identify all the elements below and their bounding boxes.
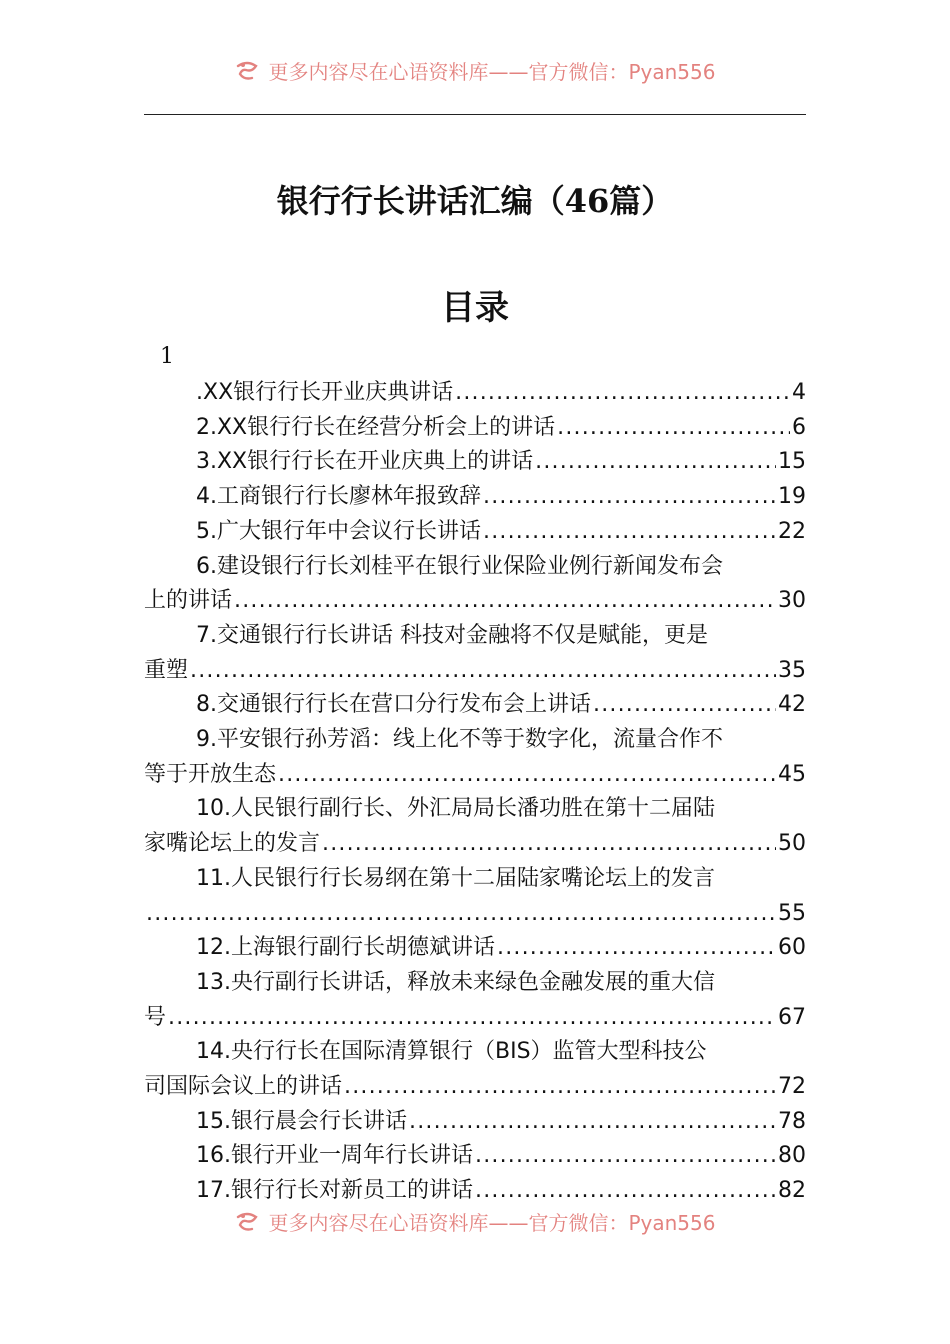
toc-entry[interactable]: [144, 376, 806, 411]
toc-dot-leader: [483, 515, 776, 550]
toc-entry-title: 司国际会议上的讲话: [144, 1074, 343, 1100]
toc-entry[interactable]: [144, 550, 806, 619]
toc-stray-number: 1: [160, 344, 174, 369]
toc-entry[interactable]: [144, 411, 806, 446]
toc-dot-leader: [190, 654, 776, 689]
toc-dot-leader: [278, 758, 776, 793]
toc-page-number: 72: [778, 1074, 806, 1100]
toc-dot-leader: [475, 1139, 776, 1174]
toc-entry-title: 号: [144, 1004, 167, 1030]
watermark-text: 更多内容尽在心语资料库——官方微信：Pyan556: [268, 60, 716, 84]
toc-entry-title-line1: 7.交通银行行长讲话 科技对金融将不仅是赋能，更是: [196, 622, 708, 648]
toc-page-number: 30: [778, 588, 806, 614]
toc-entry-title: 8.交通银行行长在营口分行发布会上讲话: [196, 692, 591, 718]
toc-page-number: 35: [778, 657, 806, 683]
toc-entry[interactable]: [144, 1139, 806, 1174]
header-rule: [144, 114, 806, 115]
toc-dot-leader: [146, 897, 776, 932]
toc-dot-leader: [234, 584, 776, 619]
toc-dot-leader: [483, 480, 776, 515]
toc-page-number: 67: [778, 1004, 806, 1030]
toc-entry-title: 17.银行行长对新员工的讲话: [196, 1178, 473, 1204]
toc-entry-title: 重塑: [144, 657, 189, 683]
toc-page-number: 42: [778, 692, 806, 718]
toc-entry[interactable]: [144, 1105, 806, 1140]
toc-entry-title: 2.XX银行行长在经营分析会上的讲话: [196, 414, 556, 440]
toc-entry-title: 等于开放生态: [144, 761, 277, 787]
toc-page-number: 6: [792, 414, 806, 440]
toc-dot-leader: [409, 1105, 776, 1140]
toc-dot-leader: [344, 1070, 776, 1105]
toc-heading: 目录: [441, 288, 509, 328]
toc-page-number: 82: [778, 1178, 806, 1204]
toc-entry-title-line1: 14.央行行长在国际清算银行（BIS）监管大型科技公: [196, 1039, 707, 1065]
toc-page-number: 78: [778, 1108, 806, 1134]
toc-entry-title-line1: 13.央行副行长讲话，释放未来绿色金融发展的重大信: [196, 969, 715, 995]
toc-dot-leader: [322, 827, 776, 862]
toc-page-number: 45: [778, 761, 806, 787]
toc-entry-title: 3.XX银行行长在开业庆典上的讲话: [196, 449, 534, 475]
toc-page-number: 60: [778, 935, 806, 961]
toc-dot-leader: [593, 688, 776, 723]
toc-entry-title: 上的讲话: [144, 588, 233, 614]
toc-page-number: 4: [792, 380, 806, 405]
toc-page-number: 19: [778, 484, 806, 510]
toc-entry[interactable]: [144, 931, 806, 966]
toc-entry[interactable]: [144, 862, 806, 931]
toc-page-number: 15: [778, 449, 806, 475]
toc-dot-leader: [168, 1001, 776, 1036]
toc-entry-title-line1: 10.人民银行副行长、外汇局局长潘功胜在第十二届陆: [196, 796, 715, 822]
toc-entry[interactable]: [144, 1035, 806, 1104]
toc-entry[interactable]: [144, 445, 806, 480]
watermark-logo-icon: [234, 58, 260, 84]
toc-dot-leader: [557, 411, 790, 446]
toc-entry-title: 12.上海银行副行长胡德斌讲话: [196, 935, 495, 961]
toc-entry-title-line1: 11.人民银行行长易纲在第十二届陆家嘴论坛上的发言: [196, 865, 715, 891]
toc-entry-title-line1: 9.平安银行孙芳滔：线上化不等于数字化，流量合作不: [196, 727, 723, 753]
watermark-text: 更多内容尽在心语资料库——官方微信：Pyan556: [268, 1211, 716, 1235]
toc-entry[interactable]: [144, 966, 806, 1035]
toc-entry-title: 家嘴论坛上的发言: [144, 831, 321, 857]
table-of-contents: [144, 376, 806, 1209]
toc-entry-title: 4.工商银行行长廖林年报致辞: [196, 484, 481, 510]
toc-entry[interactable]: [144, 515, 806, 550]
toc-entry[interactable]: [144, 792, 806, 861]
toc-entry-title: 15.银行晨会行长讲话: [196, 1108, 407, 1134]
toc-entry[interactable]: [144, 619, 806, 688]
toc-dot-leader: [455, 376, 790, 411]
document-title: 银行行长讲话汇编（46篇）: [276, 182, 674, 220]
toc-entry[interactable]: [144, 1174, 806, 1209]
toc-dot-leader: [475, 1174, 776, 1209]
watermark-footer: [0, 1207, 950, 1236]
toc-entry[interactable]: [144, 480, 806, 515]
toc-page-number: 80: [778, 1143, 806, 1169]
toc-entry-title-line1: 6.建设银行行长刘桂平在银行业保险业例行新闻发布会: [196, 553, 723, 579]
toc-entry-title: 5.广大银行年中会议行长讲话: [196, 518, 481, 544]
toc-page-number: 22: [778, 518, 806, 544]
watermark-header: [0, 56, 950, 85]
watermark-logo-icon: [234, 1209, 260, 1235]
toc-dot-leader: [497, 931, 776, 966]
toc-entry-title: .XX银行行长开业庆典讲话: [196, 380, 454, 405]
toc-dot-leader: [535, 445, 776, 480]
toc-page-number: 50: [778, 831, 806, 857]
toc-entry[interactable]: [144, 723, 806, 792]
toc-entry-title: 16.银行开业一周年行长讲话: [196, 1143, 473, 1169]
toc-page-number: 55: [778, 900, 806, 926]
toc-entry[interactable]: [144, 688, 806, 723]
